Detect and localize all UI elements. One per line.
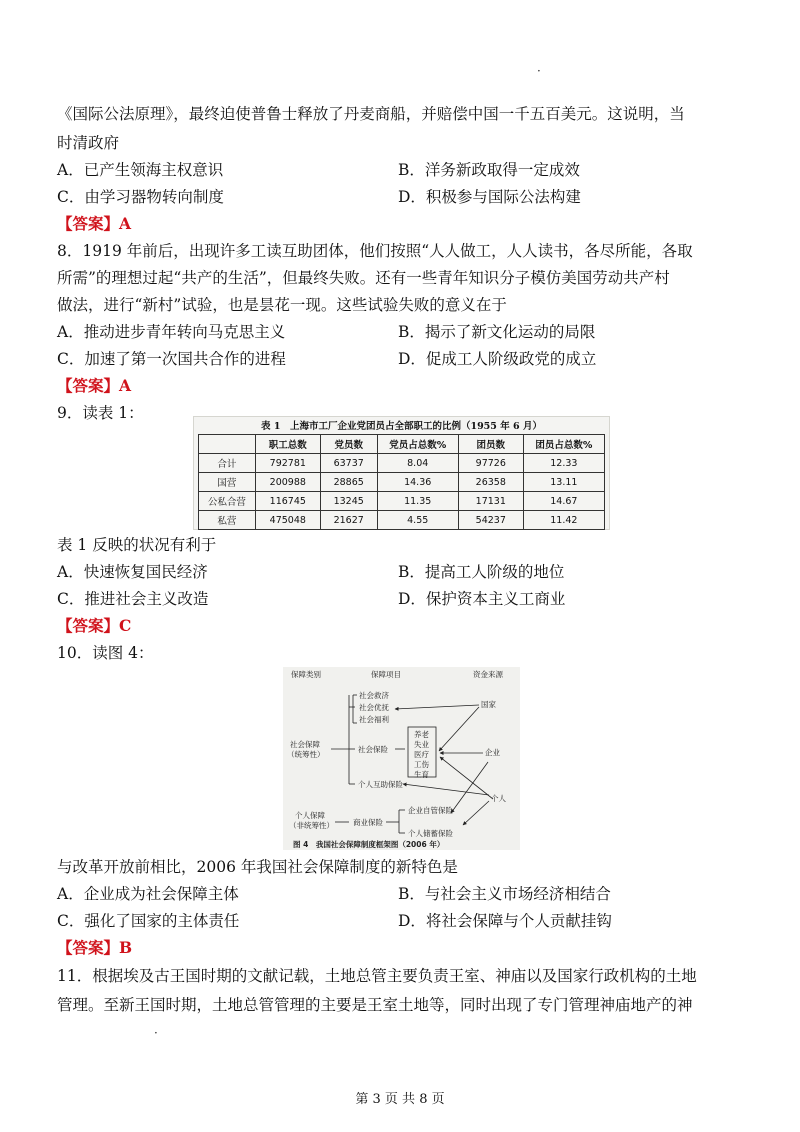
top-dot-mark: · — [537, 64, 541, 78]
bottom-dot-mark: · — [154, 1026, 158, 1040]
commercial-item-savings: 个人储蓄保险 — [408, 829, 453, 838]
col-header-items: 保障项目 — [371, 670, 401, 679]
table-cell: 13245 — [320, 492, 377, 511]
answer-value: C — [119, 616, 132, 635]
table-cell: 11.35 — [377, 492, 458, 511]
q8-option-d: D．促成工人阶级政党的成立 — [398, 350, 597, 368]
answer-label: 【答案】 — [57, 938, 120, 957]
q7-option-c: C．由学习器物转向制度 — [57, 188, 224, 206]
q7-option-d: D．积极参与国际公法构建 — [398, 188, 581, 206]
table-cell: 13.11 — [523, 473, 604, 492]
q9-option-b: B．提高工人阶级的地位 — [398, 563, 565, 581]
q7-option-b: B．洋务新政取得一定成效 — [398, 161, 580, 179]
q10-option-b: B．与社会主义市场经济相结合 — [398, 885, 611, 903]
table-1 — [198, 434, 605, 530]
col-header-sources: 资金来源 — [473, 670, 503, 679]
table-cell: 4.55 — [377, 511, 458, 530]
social-security-diagram — [283, 667, 520, 850]
table-cell: 11.42 — [523, 511, 604, 530]
table-row — [199, 454, 605, 473]
header-cell: 党员占总数% — [377, 435, 458, 454]
answer-value: B — [119, 938, 133, 957]
q10-stem: 与改革开放前相比，2006 年我国社会保障制度的新特色是 — [57, 858, 458, 876]
header-cell: 党员数 — [320, 435, 377, 454]
table-cell: 14.36 — [377, 473, 458, 492]
q7-stem-line-1: 《国际公法原理》，最终迫使普鲁士释放了丹麦商船，并赔偿中国一千五百美元。这说明，当 — [57, 105, 685, 123]
branch-preferential: 社会优抚 — [359, 703, 389, 712]
table-cell: 97726 — [458, 454, 523, 473]
table-row — [199, 473, 605, 492]
table-cell: 21627 — [320, 511, 377, 530]
q8-option-a: A．推动进步青年转向马克思主义 — [57, 323, 286, 341]
personal-security-label: 个人保障 — [295, 811, 325, 820]
social-security-label: 社会保障 — [290, 740, 320, 749]
q8-stem-line-1: 8．1919 年前后，出现许多工读互助团体，他们按照“人人做工，人人读书，各尽所能，各取 — [57, 242, 693, 260]
table-cell: 17131 — [458, 492, 523, 511]
header-cell: 团员数 — [458, 435, 523, 454]
table-cell: 国营 — [199, 473, 256, 492]
col-header-category: 保障类别 — [291, 670, 321, 679]
q8-option-b: B．揭示了新文化运动的局限 — [398, 323, 596, 341]
q10-option-c: C．强化了国家的主体责任 — [57, 912, 240, 930]
q10-intro: 10．读图 4： — [57, 644, 154, 662]
item-injury: 工伤 — [414, 760, 429, 769]
q7-answer — [57, 214, 131, 234]
table-cell: 54237 — [458, 511, 523, 530]
table-header-row — [199, 435, 605, 454]
q9-option-c: C．推进社会主义改造 — [57, 590, 209, 608]
source-individual: 个人 — [491, 794, 506, 803]
table-cell: 公私合营 — [199, 492, 256, 511]
figure-4-diagram — [283, 667, 520, 850]
branch-relief: 社会救济 — [359, 691, 389, 700]
q9-intro: 9．读表 1： — [57, 404, 144, 422]
q9-option-a: A．快速恢复国民经济 — [57, 563, 208, 581]
q7-option-a: A．已产生领海主权意识 — [57, 161, 224, 179]
branch-welfare: 社会福利 — [359, 715, 389, 724]
commercial-item-enterprise: 企业自管保险 — [408, 806, 453, 815]
q9-option-d: D．保护资本主义工商业 — [398, 590, 566, 608]
header-cell — [199, 435, 256, 454]
q10-option-a: A．企业成为社会保障主体 — [57, 885, 239, 903]
q11-stem-line-1: 11．根据埃及古王国时期的文献记载，土地总管主要负责王室、神庙以及国家行政机构的土地 — [57, 967, 697, 985]
table-row — [199, 492, 605, 511]
table-cell: 116745 — [255, 492, 320, 511]
header-cell: 职工总数 — [255, 435, 320, 454]
q10-answer — [57, 938, 132, 958]
social-insurance-label: 社会保险 — [358, 745, 388, 754]
answer-label: 【答案】 — [57, 376, 120, 395]
table-cell: 475048 — [255, 511, 320, 530]
table-cell: 合计 — [199, 454, 256, 473]
answer-value: A — [119, 376, 132, 395]
table-cell: 200988 — [255, 473, 320, 492]
q8-answer — [57, 376, 131, 396]
table-cell: 26358 — [458, 473, 523, 492]
q11-stem-line-2: 管理。至新王国时期，土地总管管理的主要是王室土地等，同时出现了专门管理神庙地产的神 — [57, 996, 693, 1014]
table-1-caption: 表 1 上海市工厂企业党团员占全部职工的比例（1955 年 6 月） — [261, 421, 542, 432]
table-row — [199, 511, 605, 530]
social-security-sub: （统筹性） — [287, 750, 325, 759]
table-cell: 12.33 — [523, 454, 604, 473]
personal-security-sub: （非统筹性） — [289, 821, 334, 830]
source-state: 国家 — [481, 700, 496, 709]
header-cell: 团员占总数% — [523, 435, 604, 454]
answer-value: A — [119, 214, 132, 233]
item-pension: 养老 — [414, 730, 429, 739]
page-footer: 第 3 页 共 8 页 — [355, 1092, 445, 1107]
q8-stem-line-2: 所需”的理想过起“共产的生活”，但最终失败。还有一些青年知识分子模仿美国劳动共产村 — [57, 269, 670, 287]
figure-4-caption: 图 4 我国社会保障制度框架图（2006 年） — [293, 840, 445, 849]
q9-stem: 表 1 反映的状况有利于 — [57, 536, 217, 554]
item-maternity: 生育 — [414, 770, 429, 779]
item-medical: 医疗 — [414, 750, 429, 759]
q8-stem-line-3: 做法，进行“新村”试验，也是昙花一现。这些试验失败的意义在于 — [57, 296, 507, 314]
item-unemployment: 失业 — [414, 740, 429, 749]
table-cell: 63737 — [320, 454, 377, 473]
source-enterprise: 企业 — [485, 748, 500, 757]
commercial-insurance-label: 商业保险 — [353, 818, 383, 827]
mutual-insurance-label: 个人互助保险 — [358, 780, 403, 789]
table-cell: 14.67 — [523, 492, 604, 511]
table-1-figure — [193, 416, 610, 530]
answer-label: 【答案】 — [57, 214, 120, 233]
answer-label: 【答案】 — [57, 616, 120, 635]
q10-option-d: D．将社会保障与个人贡献挂钩 — [398, 912, 612, 930]
q9-answer — [57, 616, 131, 636]
table-cell: 8.04 — [377, 454, 458, 473]
q7-stem-line-2: 时清政府 — [57, 134, 120, 152]
q8-option-c: C．加速了第一次国共合作的进程 — [57, 350, 286, 368]
table-cell: 私营 — [199, 511, 256, 530]
table-cell: 792781 — [255, 454, 320, 473]
table-cell: 28865 — [320, 473, 377, 492]
